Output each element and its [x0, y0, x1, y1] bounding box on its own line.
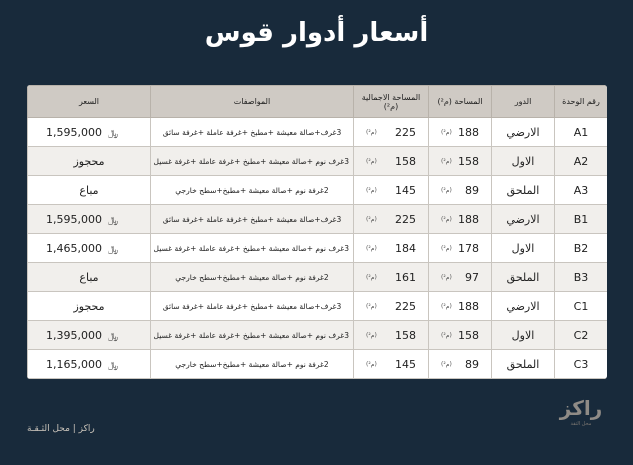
total-area-unit: (م²) [366, 244, 377, 252]
area-cell [429, 176, 492, 205]
header-unit: رقم الوحدة [555, 86, 608, 118]
table-row [28, 321, 608, 350]
logo-text: راكز [559, 396, 603, 420]
total-area-cell [354, 118, 429, 147]
table-row [28, 234, 608, 263]
page-title: أسعار أدوار قوس [204, 18, 429, 48]
total-area-cell [354, 321, 429, 350]
price-cell [28, 118, 151, 147]
specs-cell: 2غرفة نوم +صالة معيشة +مطبخ+سطح خارجي [151, 176, 354, 205]
total-area-unit: (م²) [366, 157, 377, 165]
header-specs: المواصفات [151, 86, 354, 118]
riyal-icon: ﷼ [107, 360, 118, 371]
price-cell [28, 147, 151, 176]
specs-cell: 3غرف نوم +صالة معيشة +مطبخ +غرفة عاملة +غرفة غسيل [151, 147, 354, 176]
table-row [28, 292, 608, 321]
total-area-unit: (م²) [366, 215, 377, 223]
price-cell [28, 321, 151, 350]
unit-cell: C3 [555, 350, 608, 379]
area-value: 89 [465, 183, 479, 197]
header-price: السعر [28, 86, 151, 118]
area-unit: (م²) [441, 186, 452, 194]
area-unit: (م²) [441, 360, 452, 368]
specs-cell: 3غرف+صالة معيشة +مطبخ +غرفة عاملة +غرفة سائق [151, 118, 354, 147]
total-area-value: 161 [395, 270, 416, 284]
total-area-unit: (م²) [366, 128, 377, 136]
unit-cell: B3 [555, 263, 608, 292]
specs-cell: 2غرفة نوم +صالة معيشة +مطبخ+سطح خارجي [151, 350, 354, 379]
total-area-unit: (م²) [366, 273, 377, 281]
total-area-value: 184 [395, 241, 416, 255]
area-value: 158 [458, 328, 479, 342]
unit-cell: A2 [555, 147, 608, 176]
table-row [28, 205, 608, 234]
area-unit: (م²) [441, 331, 452, 339]
area-cell [429, 234, 492, 263]
total-area-cell [354, 263, 429, 292]
unit-cell: B2 [555, 234, 608, 263]
area-cell [429, 350, 492, 379]
area-unit: (م²) [441, 215, 452, 223]
floor-cell: الملحق [492, 263, 555, 292]
area-unit: (م²) [441, 244, 452, 252]
table-row [28, 118, 608, 147]
area-value: 188 [458, 212, 479, 226]
price-cell [28, 263, 151, 292]
riyal-icon: ﷼ [107, 331, 118, 342]
area-cell [429, 263, 492, 292]
area-value: 178 [458, 241, 479, 255]
specs-cell: 2غرفة نوم +صالة معيشة +مطبخ+سطح خارجي [151, 263, 354, 292]
price-cell [28, 234, 151, 263]
table-header-row [28, 86, 608, 118]
status-badge: مباع [79, 270, 99, 284]
price-cell [28, 176, 151, 205]
unit-cell: C1 [555, 292, 608, 321]
area-cell [429, 147, 492, 176]
total-area-cell [354, 350, 429, 379]
header-area: المساحة (م²) [429, 86, 492, 118]
area-value: 188 [458, 125, 479, 139]
unit-cell: A1 [555, 118, 608, 147]
floor-cell: الاول [492, 147, 555, 176]
price-value: 1,595,000 [46, 125, 102, 139]
total-area-unit: (م²) [366, 331, 377, 339]
total-area-cell [354, 205, 429, 234]
total-area-value: 158 [395, 154, 416, 168]
floor-cell: الملحق [492, 176, 555, 205]
floor-cell: الارضي [492, 292, 555, 321]
table-row [28, 176, 608, 205]
area-unit: (م²) [441, 128, 452, 136]
floor-cell: الملحق [492, 350, 555, 379]
area-unit: (م²) [441, 273, 452, 281]
table-body [28, 118, 608, 379]
price-cell [28, 292, 151, 321]
area-cell [429, 321, 492, 350]
price-value: 1,595,000 [46, 212, 102, 226]
total-area-unit: (م²) [366, 186, 377, 194]
area-cell [429, 292, 492, 321]
status-badge: مباع [79, 183, 99, 197]
price-cell [28, 350, 151, 379]
price-value: 1,465,000 [46, 241, 102, 255]
floor-cell: الارضي [492, 118, 555, 147]
unit-cell: A3 [555, 176, 608, 205]
header-total-area: المساحة الاجمالية (م²) [354, 86, 429, 118]
header-floor: الدور [492, 86, 555, 118]
total-area-unit: (م²) [366, 302, 377, 310]
table-row [28, 147, 608, 176]
total-area-value: 158 [395, 328, 416, 342]
footer-tagline: راكز | محل الثـقـة [27, 424, 95, 434]
specs-cell: 3غرف+صالة معيشة +مطبخ +غرفة عاملة +غرفة سائق [151, 292, 354, 321]
price-value: 1,395,000 [46, 328, 102, 342]
total-area-value: 145 [395, 183, 416, 197]
area-value: 188 [458, 299, 479, 313]
total-area-value: 145 [395, 357, 416, 371]
total-area-cell [354, 147, 429, 176]
price-value: 1,165,000 [46, 357, 102, 371]
unit-cell: B1 [555, 205, 608, 234]
area-cell [429, 118, 492, 147]
table-row [28, 350, 608, 379]
area-value: 97 [465, 270, 479, 284]
area-value: 158 [458, 154, 479, 168]
total-area-cell [354, 292, 429, 321]
table-row [28, 263, 608, 292]
total-area-value: 225 [395, 125, 416, 139]
area-unit: (م²) [441, 302, 452, 310]
riyal-icon: ﷼ [107, 128, 118, 139]
floor-cell: الارضي [492, 205, 555, 234]
unit-cell: C2 [555, 321, 608, 350]
specs-cell: 3غرف نوم +صالة معيشة +مطبخ +غرفة عاملة +غرفة غسيل [151, 321, 354, 350]
price-cell [28, 205, 151, 234]
specs-cell: 3غرف نوم +صالة معيشة +مطبخ +غرفة عاملة +غرفة غسيل [151, 234, 354, 263]
riyal-icon: ﷼ [107, 244, 118, 255]
total-area-unit: (م²) [366, 360, 377, 368]
status-badge: محجوز [73, 154, 105, 168]
brand-logo [556, 395, 606, 435]
riyal-icon: ﷼ [107, 215, 118, 226]
total-area-value: 225 [395, 212, 416, 226]
area-unit: (م²) [441, 157, 452, 165]
price-table [27, 85, 607, 379]
floor-cell: الاول [492, 234, 555, 263]
floor-cell: الاول [492, 321, 555, 350]
total-area-cell [354, 234, 429, 263]
status-badge: محجوز [73, 299, 105, 313]
total-area-cell [354, 176, 429, 205]
total-area-value: 225 [395, 299, 416, 313]
area-cell [429, 205, 492, 234]
logo-subtext: محل الثقة [570, 421, 592, 427]
area-value: 89 [465, 357, 479, 371]
specs-cell: 3غرف+صالة معيشة +مطبخ +غرفة عاملة +غرفة سائق [151, 205, 354, 234]
